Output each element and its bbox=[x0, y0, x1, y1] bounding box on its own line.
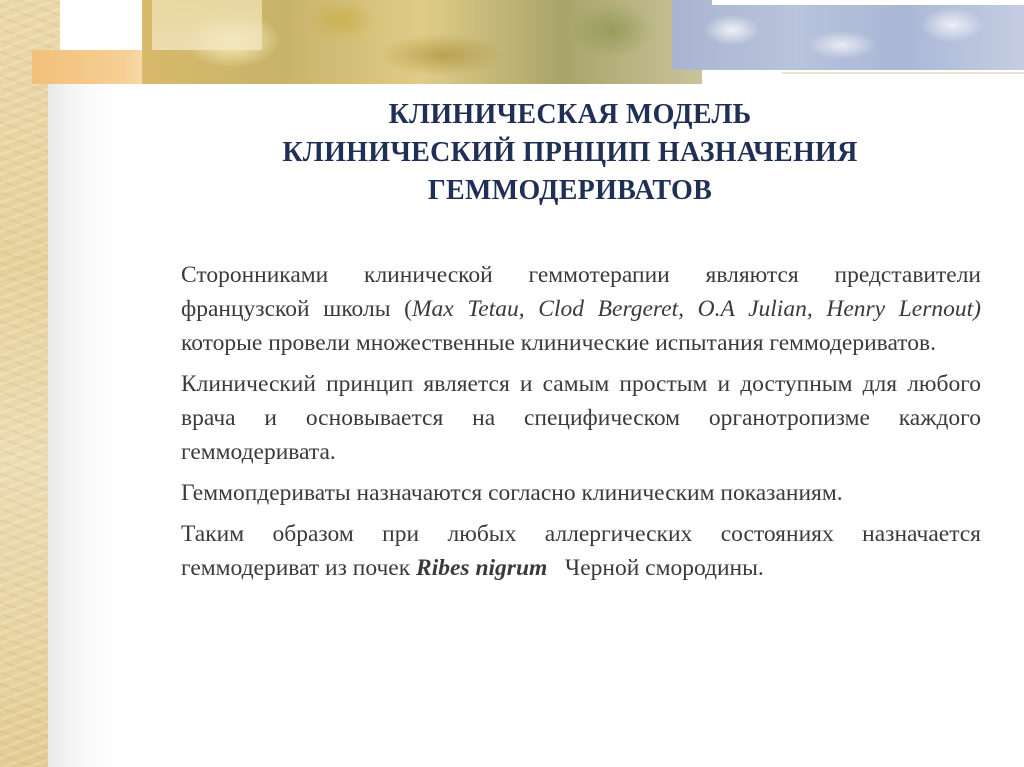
decorative-header-banner bbox=[32, 0, 1024, 84]
paragraph-4 bbox=[181, 517, 981, 585]
paragraph-1-italic-names: Max Tetau, Clod Bergeret, O.A Julian, Henry Lernout) bbox=[411, 296, 981, 322]
paragraph-4-tail: Черной смородины. bbox=[547, 555, 764, 581]
title-line-1: КЛИНИЧЕСКАЯ МОДЕЛЬ bbox=[388, 99, 752, 130]
banner-fade-block bbox=[152, 0, 262, 50]
title-line-3: ГЕММОДЕРИВАТОВ bbox=[427, 175, 713, 206]
paragraph-1 bbox=[181, 258, 981, 360]
banner-blue-image bbox=[672, 0, 1024, 70]
paragraph-4-text: Таким образом при любых аллергических состояниях назначается геммодериват из почек bbox=[181, 521, 981, 581]
banner-bottom-rule bbox=[782, 72, 1024, 74]
paragraph-2: Клинический принцип является и самым простым и доступным для любого врача и основывается на специфическом органотропизме каждого геммодеривата. bbox=[181, 371, 981, 465]
slide-title bbox=[150, 96, 990, 210]
paragraph-3: Геммопдериваты назначаются согласно клиническим показаниям. bbox=[181, 480, 843, 506]
paragraph-1-text: Сторонниками клинической геммотерапии являются представители французской школы ( bbox=[181, 262, 981, 322]
slide-body bbox=[181, 258, 981, 592]
paragraph-4-latin-name: Ribes nigrum bbox=[416, 555, 548, 581]
banner-top-line bbox=[712, 0, 1024, 5]
paragraph-1-tail: которые провели множественные клинические испытания геммодериватов. bbox=[181, 330, 936, 356]
title-line-2: КЛИНИЧЕСКИЙ ПРНЦИП НАЗНАЧЕНИЯ bbox=[282, 137, 858, 168]
